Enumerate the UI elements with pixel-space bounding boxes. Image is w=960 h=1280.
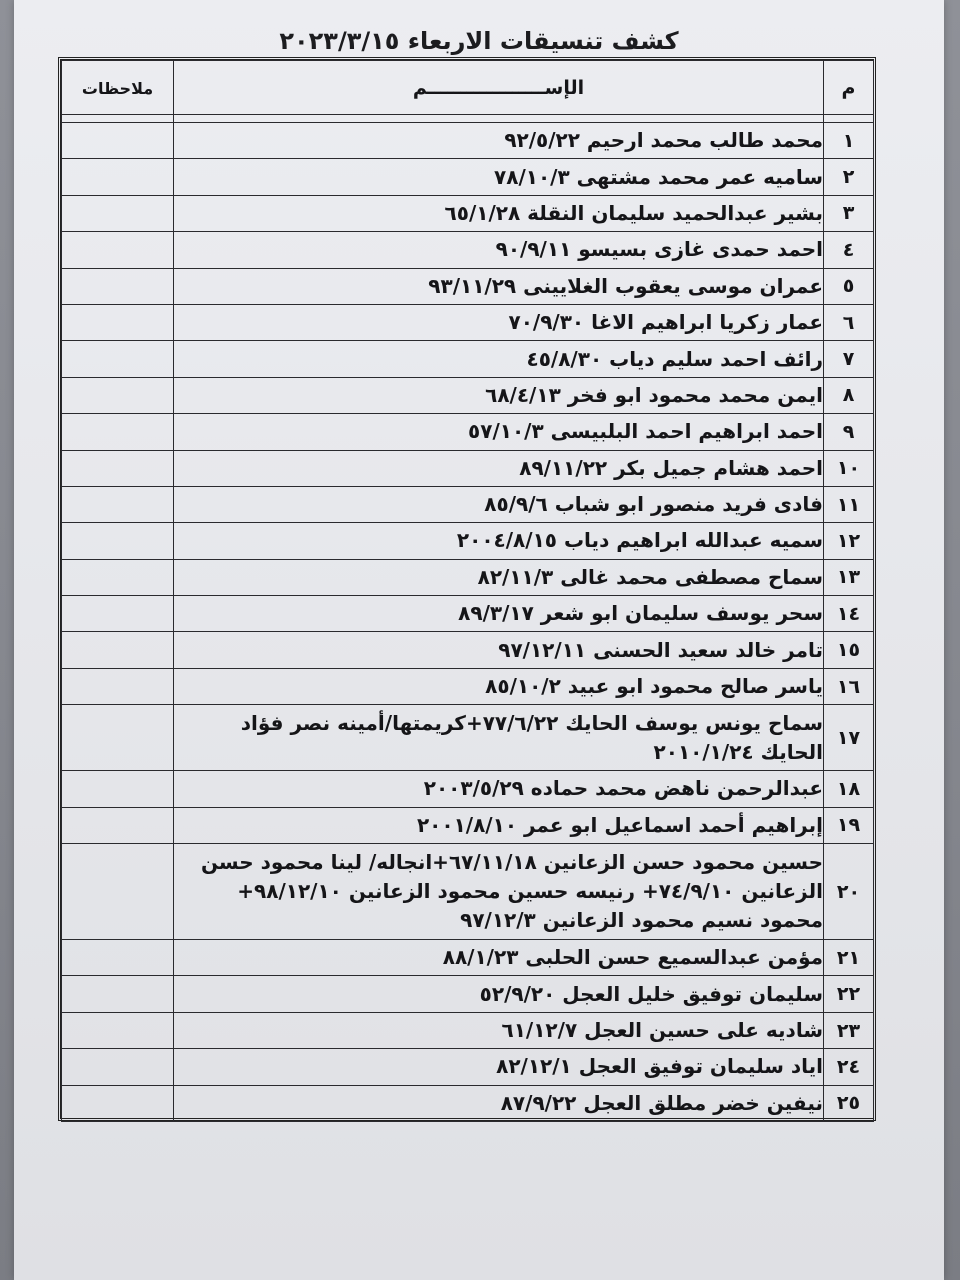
- row-name: عمار زكريا ابراهيم الاغا ٧٠/٩/٣٠: [174, 304, 824, 340]
- row-notes: [62, 195, 174, 231]
- row-number: ٢٥: [824, 1085, 874, 1121]
- table-row: [62, 807, 874, 843]
- row-notes: [62, 1049, 174, 1085]
- row-number: ١: [824, 123, 874, 159]
- row-name: ساميه عمر محمد مشتهى ٧٨/١٠/٣: [174, 159, 824, 195]
- row-notes: [62, 123, 174, 159]
- table-row: [62, 123, 874, 159]
- row-number: ٥: [824, 268, 874, 304]
- row-notes: [62, 771, 174, 807]
- row-number: ١٤: [824, 596, 874, 632]
- row-number: ٢٣: [824, 1012, 874, 1048]
- row-notes: [62, 268, 174, 304]
- row-notes: [62, 844, 174, 940]
- row-name: احمد حمدى غازى بسيسو ٩٠/٩/١١: [174, 232, 824, 268]
- row-name: ايمن محمد محمود ابو فخر ٦٨/٤/١٣: [174, 377, 824, 413]
- paper-sheet: [14, 0, 944, 1280]
- row-name: سليمان توفيق خليل العجل ٥٢/٩/٢٠: [174, 976, 824, 1012]
- row-notes: [62, 486, 174, 522]
- table-row: [62, 1049, 874, 1085]
- table-row: [62, 976, 874, 1012]
- table-row: [62, 195, 874, 231]
- row-number: ٢: [824, 159, 874, 195]
- row-notes: [62, 232, 174, 268]
- row-notes: [62, 450, 174, 486]
- row-name: عبدالرحمن ناهض محمد حماده ٢٠٠٣/٥/٢٩: [174, 771, 824, 807]
- row-name: سميه عبدالله ابراهيم دياب ٢٠٠٤/٨/١٥: [174, 523, 824, 559]
- table-row: [62, 632, 874, 668]
- row-number: ٢١: [824, 940, 874, 976]
- row-notes: [62, 940, 174, 976]
- row-notes: [62, 159, 174, 195]
- row-name: بشير عبدالحميد سليمان النقلة ٦٥/١/٢٨: [174, 195, 824, 231]
- header-notes: ملاحظات: [62, 61, 174, 115]
- row-number: ١٦: [824, 668, 874, 704]
- row-number: ١٥: [824, 632, 874, 668]
- row-number: ٢٠: [824, 844, 874, 940]
- row-name: تامر خالد سعيد الحسنى ٩٧/١٢/١١: [174, 632, 824, 668]
- table-row: [62, 232, 874, 268]
- row-number: ٨: [824, 377, 874, 413]
- row-notes: [62, 1012, 174, 1048]
- row-notes: [62, 632, 174, 668]
- row-name: نيفين خضر مطلق العجل ٨٧/٩/٢٢: [174, 1085, 824, 1121]
- table-row: [62, 771, 874, 807]
- row-number: ١١: [824, 486, 874, 522]
- table-row: [62, 1085, 874, 1121]
- header-gap: [62, 115, 874, 123]
- row-name: ياسر صالح محمود ابو عبيد ٨٥/١٠/٢: [174, 668, 824, 704]
- table-row: [62, 523, 874, 559]
- table-row: [62, 1012, 874, 1048]
- row-name: مؤمن عبدالسميع حسن الحلبى ٨٨/١/٢٣: [174, 940, 824, 976]
- row-notes: [62, 976, 174, 1012]
- table-row: [62, 940, 874, 976]
- table-row: [62, 159, 874, 195]
- row-number: ١٠: [824, 450, 874, 486]
- row-notes: [62, 304, 174, 340]
- row-number: ١٧: [824, 705, 874, 771]
- row-name: اياد سليمان توفيق العجل ٨٢/١٢/١: [174, 1049, 824, 1085]
- table-row: [62, 450, 874, 486]
- row-notes: [62, 807, 174, 843]
- row-notes: [62, 559, 174, 595]
- row-notes: [62, 377, 174, 413]
- row-number: ٣: [824, 195, 874, 231]
- row-name: سماح مصطفى محمد غالى ٨٢/١١/٣: [174, 559, 824, 595]
- table-row: [62, 844, 874, 940]
- row-notes: [62, 523, 174, 559]
- table-row: [62, 596, 874, 632]
- row-name: احمد هشام جميل بكر ٨٩/١١/٢٢: [174, 450, 824, 486]
- row-number: ١٨: [824, 771, 874, 807]
- table-row: [62, 486, 874, 522]
- row-number: ٧: [824, 341, 874, 377]
- row-name: فادى فريد منصور ابو شباب ٨٥/٩/٦: [174, 486, 824, 522]
- row-name: حسين محمود حسن الزعانين ٦٧/١١/١٨+انجاله/ لينا محمود حسن الزعانين ٧٤/٩/١٠+ رنيسه حسين محمود الزعانين ٩٨/١٢/١٠+ محمود نسيم محمود الزعانين ٩٧/١٢/٣: [174, 844, 824, 940]
- row-number: ٢٤: [824, 1049, 874, 1085]
- roster-body: [62, 115, 874, 1122]
- row-number: ٢٢: [824, 976, 874, 1012]
- table-row: [62, 341, 874, 377]
- row-name: محمد طالب محمد ارحيم ٩٢/٥/٢٢: [174, 123, 824, 159]
- table-row: [62, 705, 874, 771]
- roster-frame: [58, 57, 876, 1121]
- table-row: [62, 268, 874, 304]
- table-row: [62, 304, 874, 340]
- table-row: [62, 414, 874, 450]
- row-number: ١٢: [824, 523, 874, 559]
- row-number: ٩: [824, 414, 874, 450]
- table-row: [62, 668, 874, 704]
- row-name: سحر يوسف سليمان ابو شعر ٨٩/٣/١٧: [174, 596, 824, 632]
- roster-table: [61, 60, 874, 1122]
- row-number: ١٩: [824, 807, 874, 843]
- row-number: ١٣: [824, 559, 874, 595]
- row-name: رائف احمد سليم دياب ٤٥/٨/٣٠: [174, 341, 824, 377]
- row-name: إبراهيم أحمد اسماعيل ابو عمر ٢٠٠١/٨/١٠: [174, 807, 824, 843]
- row-number: ٦: [824, 304, 874, 340]
- row-notes: [62, 596, 174, 632]
- table-header-row: [62, 61, 874, 115]
- row-notes: [62, 705, 174, 771]
- header-number: م: [824, 61, 874, 115]
- row-number: ٤: [824, 232, 874, 268]
- table-row: [62, 377, 874, 413]
- row-name: شاديه على حسين العجل ٦١/١٢/٧: [174, 1012, 824, 1048]
- row-notes: [62, 414, 174, 450]
- header-name: الإســــــــــــــــــم: [174, 61, 824, 115]
- row-name: سماح يونس يوسف الحايك ٧٧/٦/٢٢+كريمتها/أمينه نصر فؤاد الحايك ٢٠١٠/١/٢٤: [174, 705, 824, 771]
- table-row: [62, 559, 874, 595]
- row-name: احمد ابراهيم احمد البلبيسى ٥٧/١٠/٣: [174, 414, 824, 450]
- row-notes: [62, 341, 174, 377]
- row-name: عمران موسى يعقوب الغلايينى ٩٣/١١/٢٩: [174, 268, 824, 304]
- document-title: كشف تنسيقات الاربعاء ٢٠٢٣/٣/١٥: [279, 27, 679, 55]
- row-notes: [62, 668, 174, 704]
- row-notes: [62, 1085, 174, 1121]
